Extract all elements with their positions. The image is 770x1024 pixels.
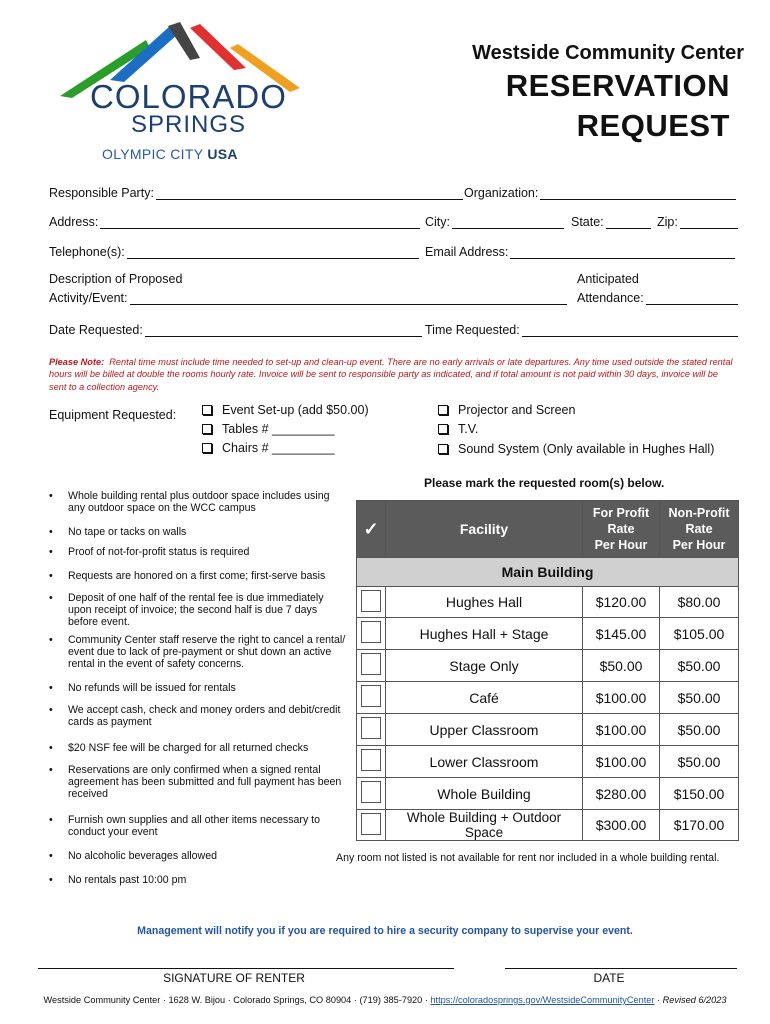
organization-field[interactable]: Organization: [464, 185, 736, 200]
checkbox-icon [202, 443, 212, 453]
facility-cell: Whole Building [386, 778, 583, 810]
table-row [357, 650, 739, 682]
facility-rate-table [356, 500, 739, 841]
center-name: Westside Community Center [472, 42, 744, 64]
table-row [357, 810, 739, 841]
footer: Westside Community Center · 1628 W. Bijou · Colorado Springs, CO 80904 · (719) 385-7920 · https://coloradosprings.gov/WestsideCommunityCenter · Revised 6/2023 [43, 995, 727, 1005]
section-row [357, 558, 739, 587]
non-profit-cell: $170.00 [660, 810, 739, 841]
attendance-label-1: Anticipated [577, 272, 639, 286]
zip-field[interactable]: Zip: [657, 214, 738, 229]
for-profit-cell: $100.00 [583, 746, 660, 778]
logo-colorado-text: COLORADO [90, 78, 287, 115]
rooms-header: Please mark the requested room(s) below. [424, 476, 665, 490]
room-checkbox[interactable] [357, 778, 386, 810]
list-item: • No alcoholic beverages allowed [49, 850, 348, 862]
description-label-1: Description of Proposed [49, 272, 183, 286]
date-label: DATE [593, 971, 625, 985]
checkbox-icon [202, 405, 212, 415]
room-checkbox[interactable] [357, 746, 386, 778]
list-item: • Whole building rental plus outdoor space includes using any outdoor space on the WCC campus [49, 490, 348, 514]
facility-cell: Upper Classroom [386, 714, 583, 746]
section-label: Main Building [357, 558, 739, 587]
table-row [357, 682, 739, 714]
table-row [357, 746, 739, 778]
logo-tagline: OLYMPIC CITY USA [102, 146, 238, 162]
table-row [357, 714, 739, 746]
equipment-tables-checkbox[interactable]: Tables # _________ [202, 422, 335, 436]
list-item: • Proof of not-for-profit status is required [49, 546, 348, 558]
list-item: • $20 NSF fee will be charged for all returned checks [49, 742, 348, 754]
time-requested-field[interactable]: Time Requested: [425, 322, 738, 337]
equipment-setup-checkbox[interactable]: Event Set-up (add $50.00) [202, 403, 369, 417]
list-item: • Reservations are only confirmed when a signed rental agreement has been submitted and full payment has been received [49, 764, 348, 801]
non-profit-cell: $150.00 [660, 778, 739, 810]
list-item: • No refunds will be issued for rentals [49, 682, 348, 694]
for-profit-cell: $50.00 [583, 650, 660, 682]
equipment-chairs-checkbox[interactable]: Chairs # _________ [202, 441, 335, 455]
checkbox-icon [202, 424, 212, 434]
equipment-label: Equipment Requested: [49, 408, 177, 422]
title-line-1: RESERVATION [505, 68, 730, 103]
room-checkbox[interactable] [357, 650, 386, 682]
facility-cell: Hughes Hall + Stage [386, 618, 583, 650]
equipment-sound-checkbox[interactable]: Sound System (Only available in Hughes Hall) [438, 442, 714, 456]
equipment-tv-checkbox[interactable]: T.V. [438, 422, 478, 436]
checkbox-icon [438, 444, 448, 454]
for-profit-cell: $120.00 [583, 587, 660, 618]
telephone-field[interactable]: Telephone(s): [49, 244, 419, 259]
room-checkbox[interactable] [357, 618, 386, 650]
website-link[interactable]: https://coloradosprings.gov/WestsideCommunityCenter [430, 995, 655, 1005]
list-item: • Requests are honored on a first come; first-serve basis [49, 570, 348, 582]
list-item: • Furnish own supplies and all other items necessary to conduct your event [49, 814, 348, 838]
for-profit-cell: $145.00 [583, 618, 660, 650]
non-profit-cell: $80.00 [660, 587, 739, 618]
room-checkbox[interactable] [357, 714, 386, 746]
room-checkbox[interactable] [357, 810, 386, 841]
for-profit-cell: $100.00 [583, 682, 660, 714]
table-row [357, 778, 739, 810]
non-profit-cell: $50.00 [660, 650, 739, 682]
check-column-header: ✓ [357, 501, 386, 558]
state-field[interactable]: State: [571, 214, 651, 229]
non-profit-cell: $105.00 [660, 618, 739, 650]
facility-cell: Stage Only [386, 650, 583, 682]
responsible-party-field[interactable]: Responsible Party: [49, 185, 463, 200]
non-profit-cell: $50.00 [660, 714, 739, 746]
city-field[interactable]: City: [425, 214, 564, 229]
non-profit-cell: $50.00 [660, 746, 739, 778]
date-requested-field[interactable]: Date Requested: [49, 322, 422, 337]
title-line-2: REQUEST [576, 108, 730, 143]
table-header-row [357, 501, 739, 558]
non-profit-cell: $50.00 [660, 682, 739, 714]
facility-cell: Lower Classroom [386, 746, 583, 778]
facility-column-header: Facility [386, 501, 583, 558]
checkbox-icon [438, 424, 448, 434]
table-row [357, 587, 739, 618]
logo-springs-text: SPRINGS [131, 111, 247, 138]
list-item: • No tape or tacks on walls [49, 526, 348, 538]
list-item: • Deposit of one half of the rental fee is due immediately upon receipt of invoice; the second half is due 7 days before event. [49, 592, 348, 629]
for-profit-cell: $100.00 [583, 714, 660, 746]
management-note: Management will notify you if you are required to hire a security company to supervise your event. [137, 925, 633, 937]
room-checkbox[interactable] [357, 587, 386, 618]
for-profit-cell: $280.00 [583, 778, 660, 810]
for-profit-cell: $300.00 [583, 810, 660, 841]
attendance-field[interactable]: Attendance: [577, 290, 738, 305]
equipment-projector-checkbox[interactable]: Projector and Screen [438, 403, 575, 417]
description-field[interactable]: Activity/Event: [49, 290, 567, 305]
room-checkbox[interactable] [357, 682, 386, 714]
for-profit-column-header: For Profit Rate Per Hour [583, 501, 660, 558]
room-availability-note: Any room not listed is not available for rent nor included in a whole building rental. [336, 852, 720, 864]
address-field[interactable]: Address: [49, 214, 420, 229]
list-item: • Community Center staff reserve the right to cancel a rental/ event due to lack of pre-payment or shut down an active rental in the event of safety concerns. [49, 634, 348, 671]
email-field[interactable]: Email Address: [425, 244, 735, 259]
signature-label: SIGNATURE OF RENTER [163, 971, 305, 985]
list-item: • No rentals past 10:00 pm [49, 874, 348, 886]
please-note: Please Note: Rental time must include time needed to set-up and clean-up event. There are no early arrivals or late departures. Any time used outside the stated rental hours will be billed at double the rooms hourly rate. Invoice will be sent to responsible party as indicated, and if total amount is not paid within 30 days, invoice will be sent to a collection agency. [49, 357, 733, 392]
signature-line[interactable] [38, 968, 454, 969]
facility-cell: Whole Building + Outdoor Space [386, 810, 583, 841]
facility-cell: Café [386, 682, 583, 714]
facility-cell: Hughes Hall [386, 587, 583, 618]
non-profit-column-header: Non-Profit Rate Per Hour [660, 501, 739, 558]
date-line[interactable] [505, 968, 737, 969]
table-row [357, 618, 739, 650]
checkbox-icon [438, 405, 448, 415]
list-item: • We accept cash, check and money orders and debit/credit cards as payment [49, 704, 348, 728]
